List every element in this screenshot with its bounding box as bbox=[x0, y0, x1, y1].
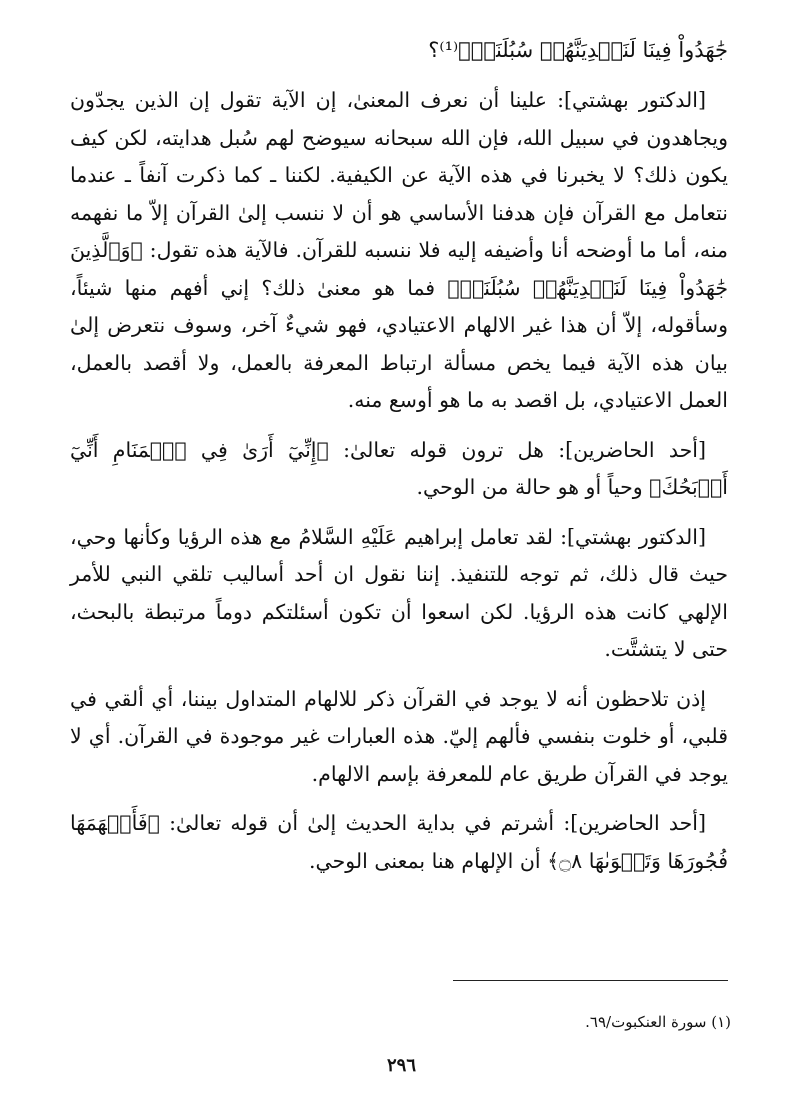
paragraph-1: [الدكتور بهشتي]: علينا أن نعرف المعنىٰ، إن الآية تقول إن الذين يجدّون ويجاهدون في سبيل الله، فإن الله سبحانه سيوضح لهم سُبل هدايته، لكن كيف يكون ذلك؟ لا يخبرنا في هذه الآية عن الكيفية. لكننا ـ كما ذكرت آنفاً ـ عندما نتعامل مع القرآن فإن هدفنا الأساسي هو أن لا ننسب إلىٰ القرآن إلاّ ما نفهمه منه، أما ما أوضحه أنا وأضيفه إليه فلا ننسبه للقرآن. فالآية هذه تقول: ﴿وَٱلَّذِينَ جَٰهَدُواْ فِينَا لَنَهۡدِيَنَّهُمۡ سُبُلَنَاۚ﴾ فما هو معنىٰ ذلك؟ إني أفهم منها شيئاً، وسأقوله، إلاّ أن هذا غير الالهام الاعتيادي، فهو شيءٌ آخر، وسوف نتعرض إلىٰ بيان هذه الآية فيما يخص مسألة ارتباط المعرفة بالعمل، ولا أقصد بالعمل، العمل الاعتيادي، بل اقصد به ما هو أوسع منه. bbox=[70, 88, 728, 412]
paragraph-2: [أحد الحاضرين]: هل ترون قوله تعالىٰ: ﴿إِنِّيٓ أَرَىٰ فِي ٱلۡمَنَامِ أَنِّيٓ أَذۡبَحُكَ﴾ وحياً أو هو حالة من الوحي. bbox=[70, 437, 728, 499]
page-body bbox=[70, 30, 728, 892]
verse-continuation: جَٰهَدُواْ فِينَا لَنَهۡدِيَنَّهُمۡ سُبُلَنَاۚ﴾⁽¹⁾؟ bbox=[428, 38, 728, 62]
page-number: ٢٩٦ bbox=[386, 1055, 416, 1076]
footnote: (١) سورة العنكبوت/٦٩. bbox=[585, 1013, 731, 1031]
paragraph-4: إذن تلاحظون أنه لا يوجد في القرآن ذكر للالهام المتداول بيننا، أي ألقي في قلبي، أو خلوت بنفسي فألهم إليّ. هذه العبارات غير موجودة في القرآن. أي لا يوجد في القرآن طريق عام للمعرفة بإسم الالهام. bbox=[70, 686, 728, 786]
footnote-separator bbox=[453, 980, 728, 981]
paragraph-3: [الدكتور بهشتي]: لقد تعامل إبراهيم عَلَيْهِ السَّلامُ مع هذه الرؤيا وكأنها وحي، حيث قال ذلك، ثم توجه للتنفيذ. إننا نقول ان أحد أساليب تلقي النبي للأمر الإلهي كانت هذه الرؤيا. لكن اسعوا أن تكون أسئلتكم دوماً مرتبطة بالبحث، حتى لا يتشتَّت. bbox=[70, 524, 728, 661]
paragraph-5: [أحد الحاضرين]: أشرتم في بداية الحديث إلىٰ أن قوله تعالىٰ: ﴿فَأَلۡهَمَهَا فُجُورَهَا وَتَقۡوَىٰهَا ۝٨﴾ أن الإلهام هنا بمعنى الوحي. bbox=[70, 811, 728, 873]
